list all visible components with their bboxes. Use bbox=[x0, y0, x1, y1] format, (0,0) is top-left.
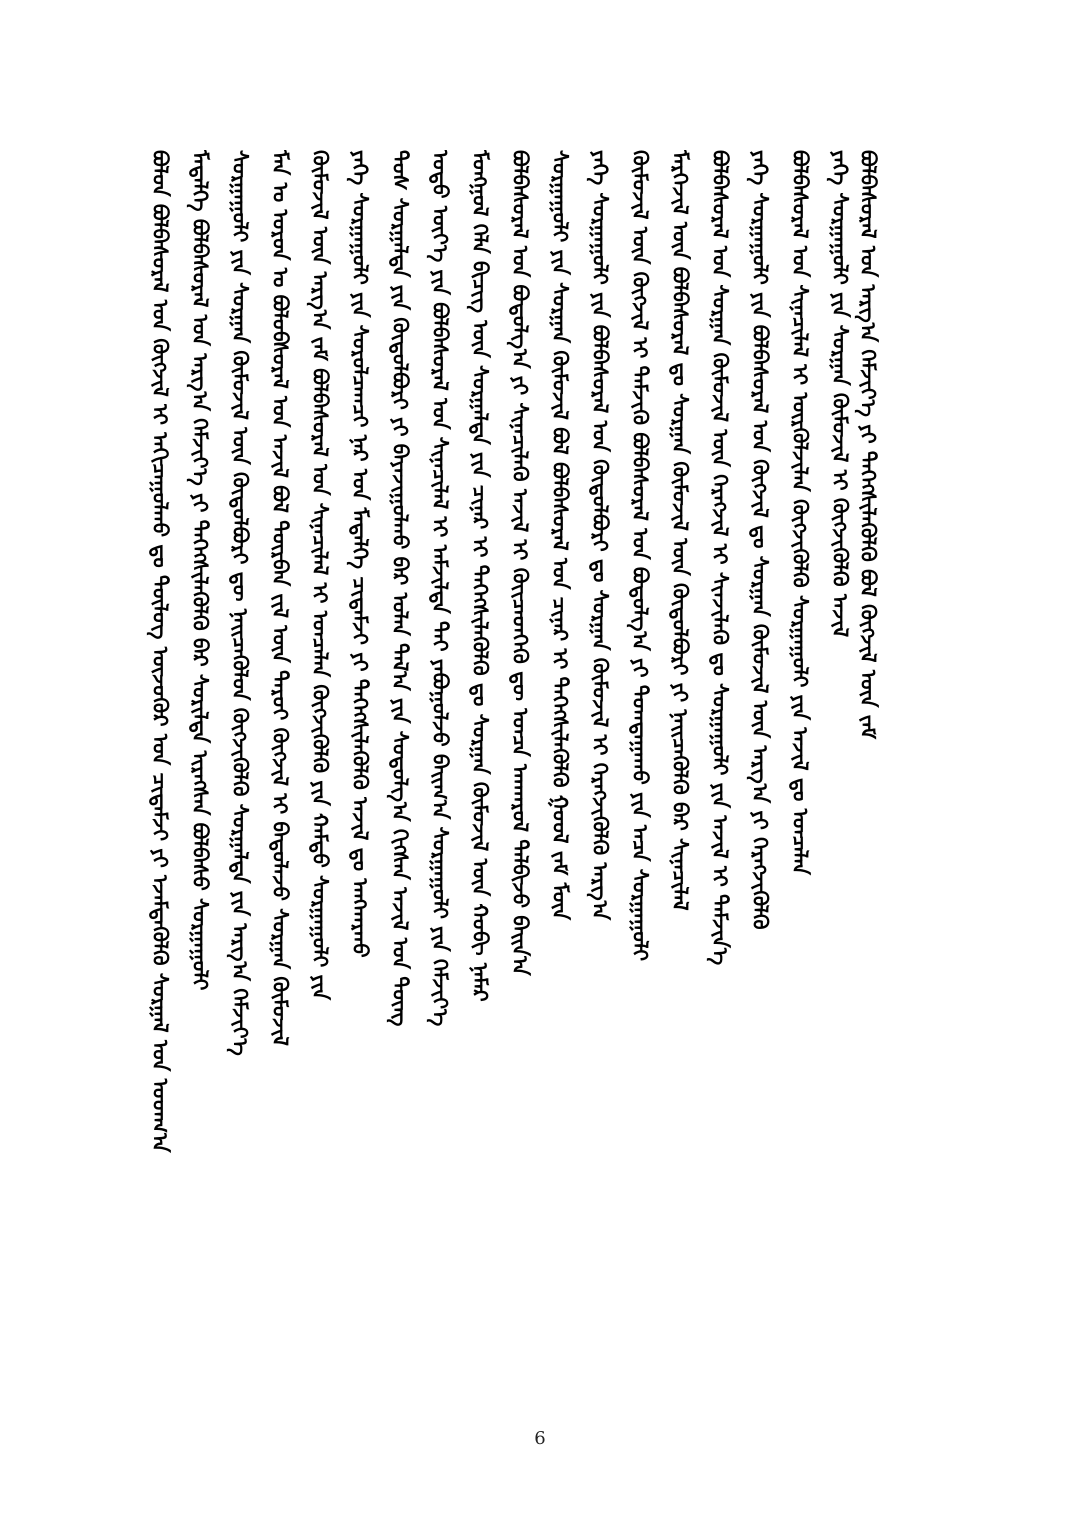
text-column: ᠪᠣᠯᠪᠠᠰᠤᠷᠠᠯ ᠤᠨ ᠠᠷᠭ᠎ᠠ ᠬᠡᠮᠵᠢᠶ᠎ᠡ ᠶᠢ ᠳᠡᠭᠡᠭᠰᠢᠯᠡᠭᠦᠯᠬᠦ ᠪᠣᠯ ᠬᠥᠭᠵᠢᠯ ᠦᠨ ᠵᠠᠮ bbox=[856, 150, 881, 740]
text-column: ᠮᠡᠳᠡᠯᠭᠡ ᠪᠣᠯᠪᠠᠰᠤᠷᠠᠯ ᠤᠨ ᠠᠷᠭ᠎ᠠ ᠬᠡᠮᠵᠢᠶ᠎ᠡ ᠶᠢ ᠳᠡᠭᠡᠭᠰᠢᠯᠡᠭᠦᠯᠬᠦ ᠪᠡᠷ ᠰᠣᠷᠢᠯᠲᠠ ᠢᠷᠡᠭᠰᠡᠨ ᠪᠣᠯᠪᠠᠰᠤ ᠰᠤᠷᠭᠠᠭᠤᠯᠢ bbox=[188, 150, 213, 991]
text-column: ᠪᠣᠯᠪᠠᠰᠤᠷᠠᠯ ᠤᠨ ᠪᠣᠳᠣᠯᠭ᠎ᠠ ᠶᠢ ᠰᠢᠨᠡᠴᠢᠯᠡᠬᠦ ᠠᠵᠢᠯ ᠢ ᠬᠦᠢᠴᠡᠳᠬᠡᠬᠦ ᠳᠦ ᠣᠨᠴᠠ ᠠᠨᠬᠠᠷᠤᠯ ᠲᠠᠯᠪᠢᠵᠤ ᠪᠠᠢᠨ᠎ᠠ bbox=[508, 150, 533, 976]
text-column: ᠶᠡᠬᠡ ᠰᠤᠷᠭᠠᠭᠤᠯᠢ ᠶᠢᠨ ᠪᠣᠯᠪᠠᠰᠤᠷᠠᠯ ᠤᠨ ᠬᠥᠭᠵᠢᠯ ᠳᠤ ᠰᠤᠷᠭᠠᠨ ᠬᠦᠮᠦᠵᠢᠯ ᠦᠨ ᠠᠷᠭ᠎ᠠ ᠶᠢ ᠬᠡᠷᠡᠭᠵᠢᠭᠦᠯᠬᠦ bbox=[748, 150, 773, 930]
text-column: ᠲᠤᠰ ᠰᠤᠷᠭᠠᠯᠲᠠ ᠶᠢᠨ ᠬᠥᠲᠦᠯᠪᠦᠷᠢ ᠶᠢ ᠪᠠᠶᠠᠵᠢᠭᠤᠯᠬᠤ ᠪᠡᠷ ᠣᠯᠠᠨ ᠲᠠᠯ᠎ᠠ ᠶᠢᠨ ᠰᠤᠳᠤᠯᠭ᠎ᠠ ᠬᠢᠭᠰᠡᠨ ᠠᠵᠢᠯ ᠤᠨ ᠳᠦᠩ bbox=[388, 150, 413, 1027]
text-column: ᠪᠣᠯᠣᠨ ᠪᠣᠯᠪᠠᠰᠤᠷᠠᠯ ᠤᠨ ᠬᠥᠭᠵᠢᠯ ᠢ ᠠᠬᠢᠴᠠᠭᠤᠯᠬᠤ ᠳᠤ ᠳᠥᠯᠦᠭ ᠦᠵᠦᠭᠦᠷ ᠤᠨ ᠴᠢᠳᠠᠮᠵᠢ ᠶᠢ ᠡᠵᠡᠮᠳᠡᠭᠦᠯᠬᠦ ᠰᠤᠷᠭᠠᠯ ᠤᠨ ᠤᠳᠬ᠎ᠠ bbox=[148, 150, 173, 1153]
text-column: ᠶᠡᠬᠡ ᠰᠤᠷᠭᠠᠭᠤᠯᠢ ᠶᠢᠨ ᠪᠣᠯᠪᠠᠰᠤᠷᠠᠯ ᠤᠨ ᠬᠥᠲᠦᠯᠪᠦᠷᠢ ᠳᠤ ᠰᠤᠷᠭᠠᠨ ᠬᠦᠮᠦᠵᠢᠯ ᠢ ᠬᠡᠷᠡᠭᠵᠢᠭᠦᠯᠬᠦ ᠠᠷᠭ᠎ᠠ bbox=[588, 150, 613, 921]
text-column: ᠣᠳᠣ ᠦᠶ᠎ᠡ ᠶᠢᠨ ᠪᠣᠯᠪᠠᠰᠤᠷᠠᠯ ᠤᠨ ᠰᠢᠨᠡᠴᠢᠯᠡᠯ ᠢ ᠠᠮᠵᠢᠯᠲᠠ ᠲᠠᠶ ᠶᠠᠪᠤᠭᠤᠯᠵᠤ ᠪᠠᠢᠭ᠎ᠠ ᠰᠤᠷᠭᠠᠭᠤᠯᠢ ᠶᠢᠨ ᠬᠡᠮᠵᠢᠶ᠎ᠡ bbox=[428, 150, 453, 1027]
text-column: ᠪᠣᠯᠪᠠᠰᠤᠷᠠᠯ ᠤᠨ ᠰᠤᠷᠭᠠᠨ ᠬᠦᠮᠦᠵᠢᠯ ᠦᠨ ᠬᠡᠷᠡᠭᠵᠢᠯ ᠢ ᠰᠢᠨᠵᠢᠯᠡᠬᠦ ᠳᠤ ᠰᠤᠷᠭᠠᠭᠤᠯᠢ ᠶᠢᠨ ᠠᠵᠢᠯ ᠢ ᠳᠡᠮᠵᠢᠨ᠎ᠡ bbox=[708, 150, 733, 966]
text-column: ᠪᠣᠯᠪᠠᠰᠤᠷᠠᠯ ᠤᠨ ᠰᠢᠨᠡᠴᠢᠯᠡᠯ ᠢ ᠦᠷᠭᠦᠯᠵᠢᠯᠡᠨ ᠬᠥᠭᠵᠢᠭᠦᠯᠬᠦ ᠰᠤᠷᠭᠠᠭᠤᠯᠢ ᠶᠢᠨ ᠠᠵᠢᠯ ᠳᠤ ᠣᠨᠴᠠᠯᠠᠨ bbox=[788, 150, 813, 875]
text-column: ᠬᠦᠮᠦᠵᠢᠯ ᠦᠨ ᠠᠷᠭ᠎ᠠ ᠵᠠᠮ ᠪᠣᠯᠪᠠᠰᠤᠷᠠᠯ ᠤᠨ ᠰᠢᠨᠡᠴᠢᠯᠡᠯ ᠢ ᠣᠨᠴᠠᠯᠠᠨ ᠬᠥᠭᠵᠢᠭᠦᠯᠬᠦ ᠶᠢᠨ ᠬᠠᠮᠲᠤ ᠰᠤᠷᠭᠠᠭᠤᠯᠢ ᠶᠢᠨ bbox=[308, 150, 333, 1001]
text-column: ᠶᠡᠬᠡ ᠰᠤᠷᠭᠠᠭᠤᠯᠢ ᠶᠢᠨ ᠰᠤᠷᠭᠠᠨ ᠬᠦᠮᠦᠵᠢᠯ ᠢ ᠬᠥᠭᠵᠢᠭᠦᠯᠬᠦ ᠠᠵᠢᠯ bbox=[828, 150, 853, 638]
text-column: ᠮᠡᠷᠭᠡᠵᠢᠯ ᠦᠨ ᠪᠣᠯᠪᠠᠰᠤᠷᠠᠯ ᠳᠤ ᠰᠤᠷᠭᠠᠨ ᠬᠦᠮᠦᠵᠢᠯ ᠦᠨ ᠬᠥᠲᠦᠯᠪᠦᠷᠢ ᠶᠢ ᠨᠡᠢᠴᠡᠭᠦᠯᠬᠦ ᠪᠡᠷ ᠰᠢᠨᠡᠴᠢᠯᠡᠯ bbox=[668, 150, 693, 911]
text-column: ᠰᠤᠷᠭᠠᠭᠤᠯᠢ ᠶᠢᠨ ᠰᠤᠷᠭᠠᠨ ᠬᠦᠮᠦᠵᠢᠯ ᠦᠨ ᠬᠥᠲᠦᠯᠪᠦᠷᠢ ᠳᠦ ᠨᠡᠢᠴᠡᠭᠦᠯᠦᠨ ᠬᠥᠭᠵᠢᠭᠦᠯᠬᠦ ᠰᠤᠷᠭᠠᠯᠲᠠ ᠶᠢᠨ ᠠᠷᠭ᠎ᠠ ᠬᠡᠮᠵᠢᠶ᠎ᠡ bbox=[228, 150, 253, 1056]
text-column: ᠰᠤᠷᠭᠠᠭᠤᠯᠢ ᠶᠢᠨ ᠰᠤᠷᠭᠠᠨ ᠬᠦᠮᠦᠵᠢᠯ ᠪᠣᠯ ᠪᠣᠯᠪᠠᠰᠤᠷᠠᠯ ᠤᠨ ᠴᠢᠨᠠᠷ ᠢ ᠳᠡᠭᠡᠭᠰᠢᠯᠡᠭᠦᠯᠬᠦ ᠭᠣᠣᠯ ᠵᠠᠮ ᠮᠥᠨ bbox=[548, 150, 573, 921]
text-column: ᠶᠡᠬᠡ ᠰᠤᠷᠭᠠᠭᠤᠯᠢ ᠶᠢᠨ ᠰᠤᠷᠤᠯᠴᠠᠭᠴᠢ ᠨᠠᠷ ᠤᠨ ᠮᠡᠳᠡᠯᠭᠡ ᠴᠢᠳᠠᠮᠵᠢ ᠶᠢ ᠳᠡᠭᠡᠭᠰᠢᠯᠡᠭᠦᠯᠬᠦ ᠠᠵᠢᠯ ᠳᠤ ᠠᠩᠬᠠᠷᠬᠤ bbox=[348, 150, 373, 958]
mongolian-text-block bbox=[144, 150, 884, 1350]
page-number: 6 bbox=[534, 1428, 546, 1449]
text-column: ᠮᠠᠨ ᠤ ᠣᠷᠤᠨ ᠤ ᠪᠤᠯᠤᠪᠰᠤᠷᠠᠯ ᠤᠨ ᠠᠵᠢᠯ ᠪᠣᠯ ᠳᠥᠷᠪᠡᠨ ᠵᠢᠯ ᠦᠨ ᠳᠠᠷᠤᠢ ᠬᠥᠭᠵᠢᠯ ᠢ ᠪᠠᠲᠤᠯᠠᠵᠤ ᠰᠤᠷᠭᠠᠨ ᠬᠦᠮᠦᠵᠢᠯ bbox=[268, 150, 293, 1046]
text-column: ᠬᠦᠮᠦᠵᠢᠯ ᠦᠨ ᠬᠥᠭᠵᠢᠯ ᠢ ᠳᠡᠮᠵᠢᠬᠦ ᠪᠣᠯᠪᠠᠰᠤᠷᠠᠯ ᠤᠨ ᠪᠣᠳᠣᠯᠭ᠎ᠠ ᠶᠢ ᠲᠣᠭᠲᠠᠭᠠᠬᠤ ᠶᠢᠨ ᠠᠴᠠ ᠰᠤᠷᠭᠠᠭᠤᠯᠢ bbox=[628, 150, 653, 962]
text-column: ᠮᠣᠩᠭᠣᠯ ᠬᠡᠯᠡ ᠪᠢᠴᠢᠭ ᠦᠨ ᠰᠤᠷᠭᠠᠯᠲᠠ ᠶᠢᠨ ᠴᠢᠨᠠᠷ ᠢ ᠳᠡᠭᠡᠭᠰᠢᠯᠡᠭᠦᠯᠬᠦ ᠳᠤ ᠰᠤᠷᠭᠠᠨ ᠬᠦᠮᠦᠵᠢᠯ ᠦᠨ ᠬᠤᠪᠢ ᠨᠡᠮᠡᠷ bbox=[468, 150, 493, 1002]
